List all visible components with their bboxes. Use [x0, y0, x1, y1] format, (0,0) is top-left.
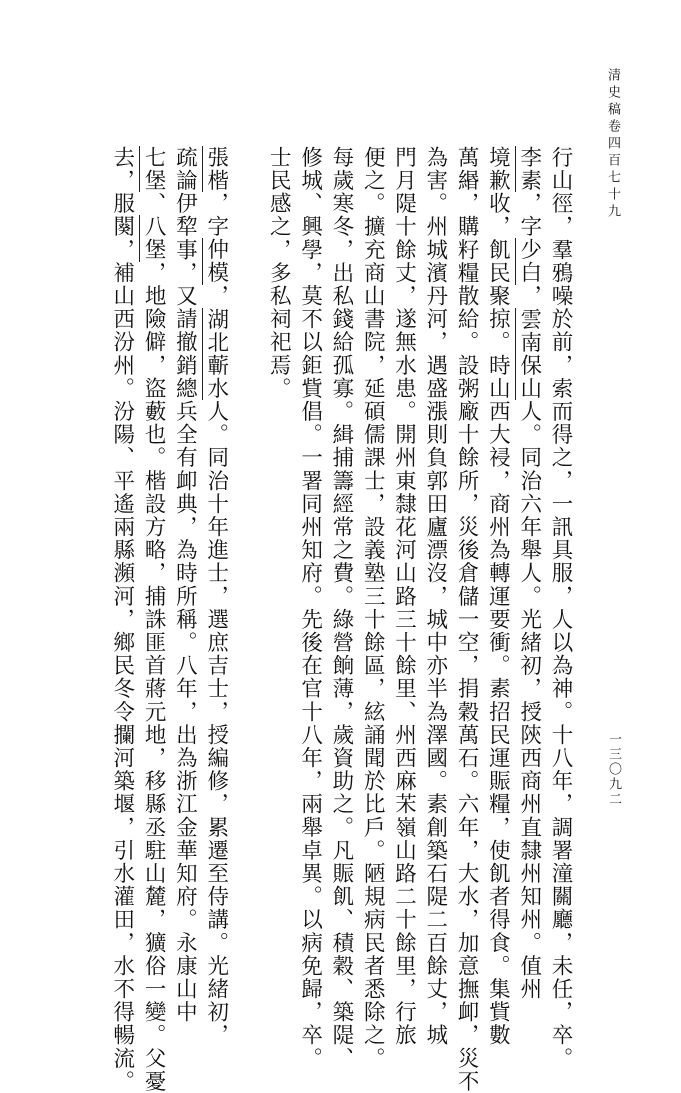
- text-segment: 為害。州城濱丹河，遇盛漲則負郭田廬漂沒，城中亦半為澤國。素創築石隄二百餘丈，城: [422, 146, 448, 1047]
- text-segment: ，: [516, 284, 542, 308]
- text-segment: ，字: [203, 192, 229, 239]
- text-column: [172, 146, 196, 1024]
- place-name: 七堡: [141, 146, 167, 193]
- place-name: 湖北蘄水: [203, 307, 229, 401]
- place-name: 八堡: [141, 215, 167, 262]
- text-segment: 行山徑，羣鴉噪於前，索而得之，一訊具服，人以為神。十八年，調署潼關廳，未任，卒。: [548, 146, 573, 1070]
- text-segment: 門月隄十餘丈，遂無水患。開州東隸花河山路三十餘里、州西麻㭉嶺山路二十餘里，行旅: [391, 146, 417, 1047]
- person-name: 李素: [516, 146, 542, 193]
- person-name: 張楷: [203, 146, 229, 193]
- text-column: [485, 146, 509, 1047]
- text-column: [360, 146, 384, 1070]
- text-column: [298, 146, 322, 1070]
- text-column: [110, 146, 134, 1093]
- text-segment: 修城、興學，莫不以鉅貲倡。一署同州知府。先後在官十八年，兩舉卓異。以病免歸，卒。: [297, 146, 323, 1070]
- text-column: [548, 146, 572, 1070]
- text-segment: 去，服闋，補山西汾州。汾陽、平遙兩縣瀕河，鄉民冬令攔河築堰，引水灌田，水不得暢流。: [109, 146, 135, 1093]
- text-segment: 人。同治十年進士，選庶吉士，授編修，累遷至侍講。光緒初，: [203, 400, 229, 1047]
- text-column: [392, 146, 416, 1047]
- text-segment: 便之。擴充商山書院，延碩儒課士，設義塾三十餘區，絃誦聞於比戶。陋規病民者悉除之。: [360, 146, 386, 1070]
- text-segment: 人。同治六年舉人。光緒初，授陝西商州直隸州知州。值州: [516, 400, 542, 1001]
- text-segment: 疏論伊犂事，又請撤銷總兵全有卹典，為時所稱。八年，出為浙江金華知府。永康山中: [172, 146, 198, 1024]
- text-column: [423, 146, 447, 1047]
- text-segment: ，: [203, 284, 229, 308]
- text-column: [204, 146, 228, 1047]
- text-segment: ，地險僻，盜藪也。楷設方略，捕誅匪首蔣元地，移縣丞駐山麓，獷俗一變。父憂: [141, 261, 167, 1093]
- place-name: 雲南保山: [516, 307, 542, 401]
- text-segment: 萬緡，購籽糧散給。設粥廠十餘所，災後倉儲一空，捐穀萬石。六年，大水，加意撫卹，災不: [454, 146, 480, 1093]
- person-name: 仲模: [203, 238, 229, 285]
- text-column: [329, 146, 353, 1070]
- text-column: [141, 146, 165, 1093]
- text-column: [454, 146, 478, 1093]
- text-column: [266, 146, 290, 400]
- text-segment: 、: [141, 192, 167, 216]
- text-segment: 每歲寒冬，出私錢給孤寡。緝捕籌經常之費。綠營餉薄，歲資助之。凡賑飢、積穀、築隄、: [328, 146, 354, 1070]
- text-segment: 境歉收，飢民聚掠。時山西大祲，商州為轉運要衝。素招民運賑糧，使飢者得食。集貲數: [485, 146, 511, 1047]
- person-name: 少白: [516, 238, 542, 285]
- text-column: [517, 146, 541, 1001]
- text-segment: 士民感之，多私祠祀焉。: [266, 146, 292, 401]
- page-number: 一三〇九二: [606, 732, 621, 807]
- running-header: 清史稿卷四百七十九: [605, 68, 620, 221]
- text-segment: ，字: [516, 192, 542, 239]
